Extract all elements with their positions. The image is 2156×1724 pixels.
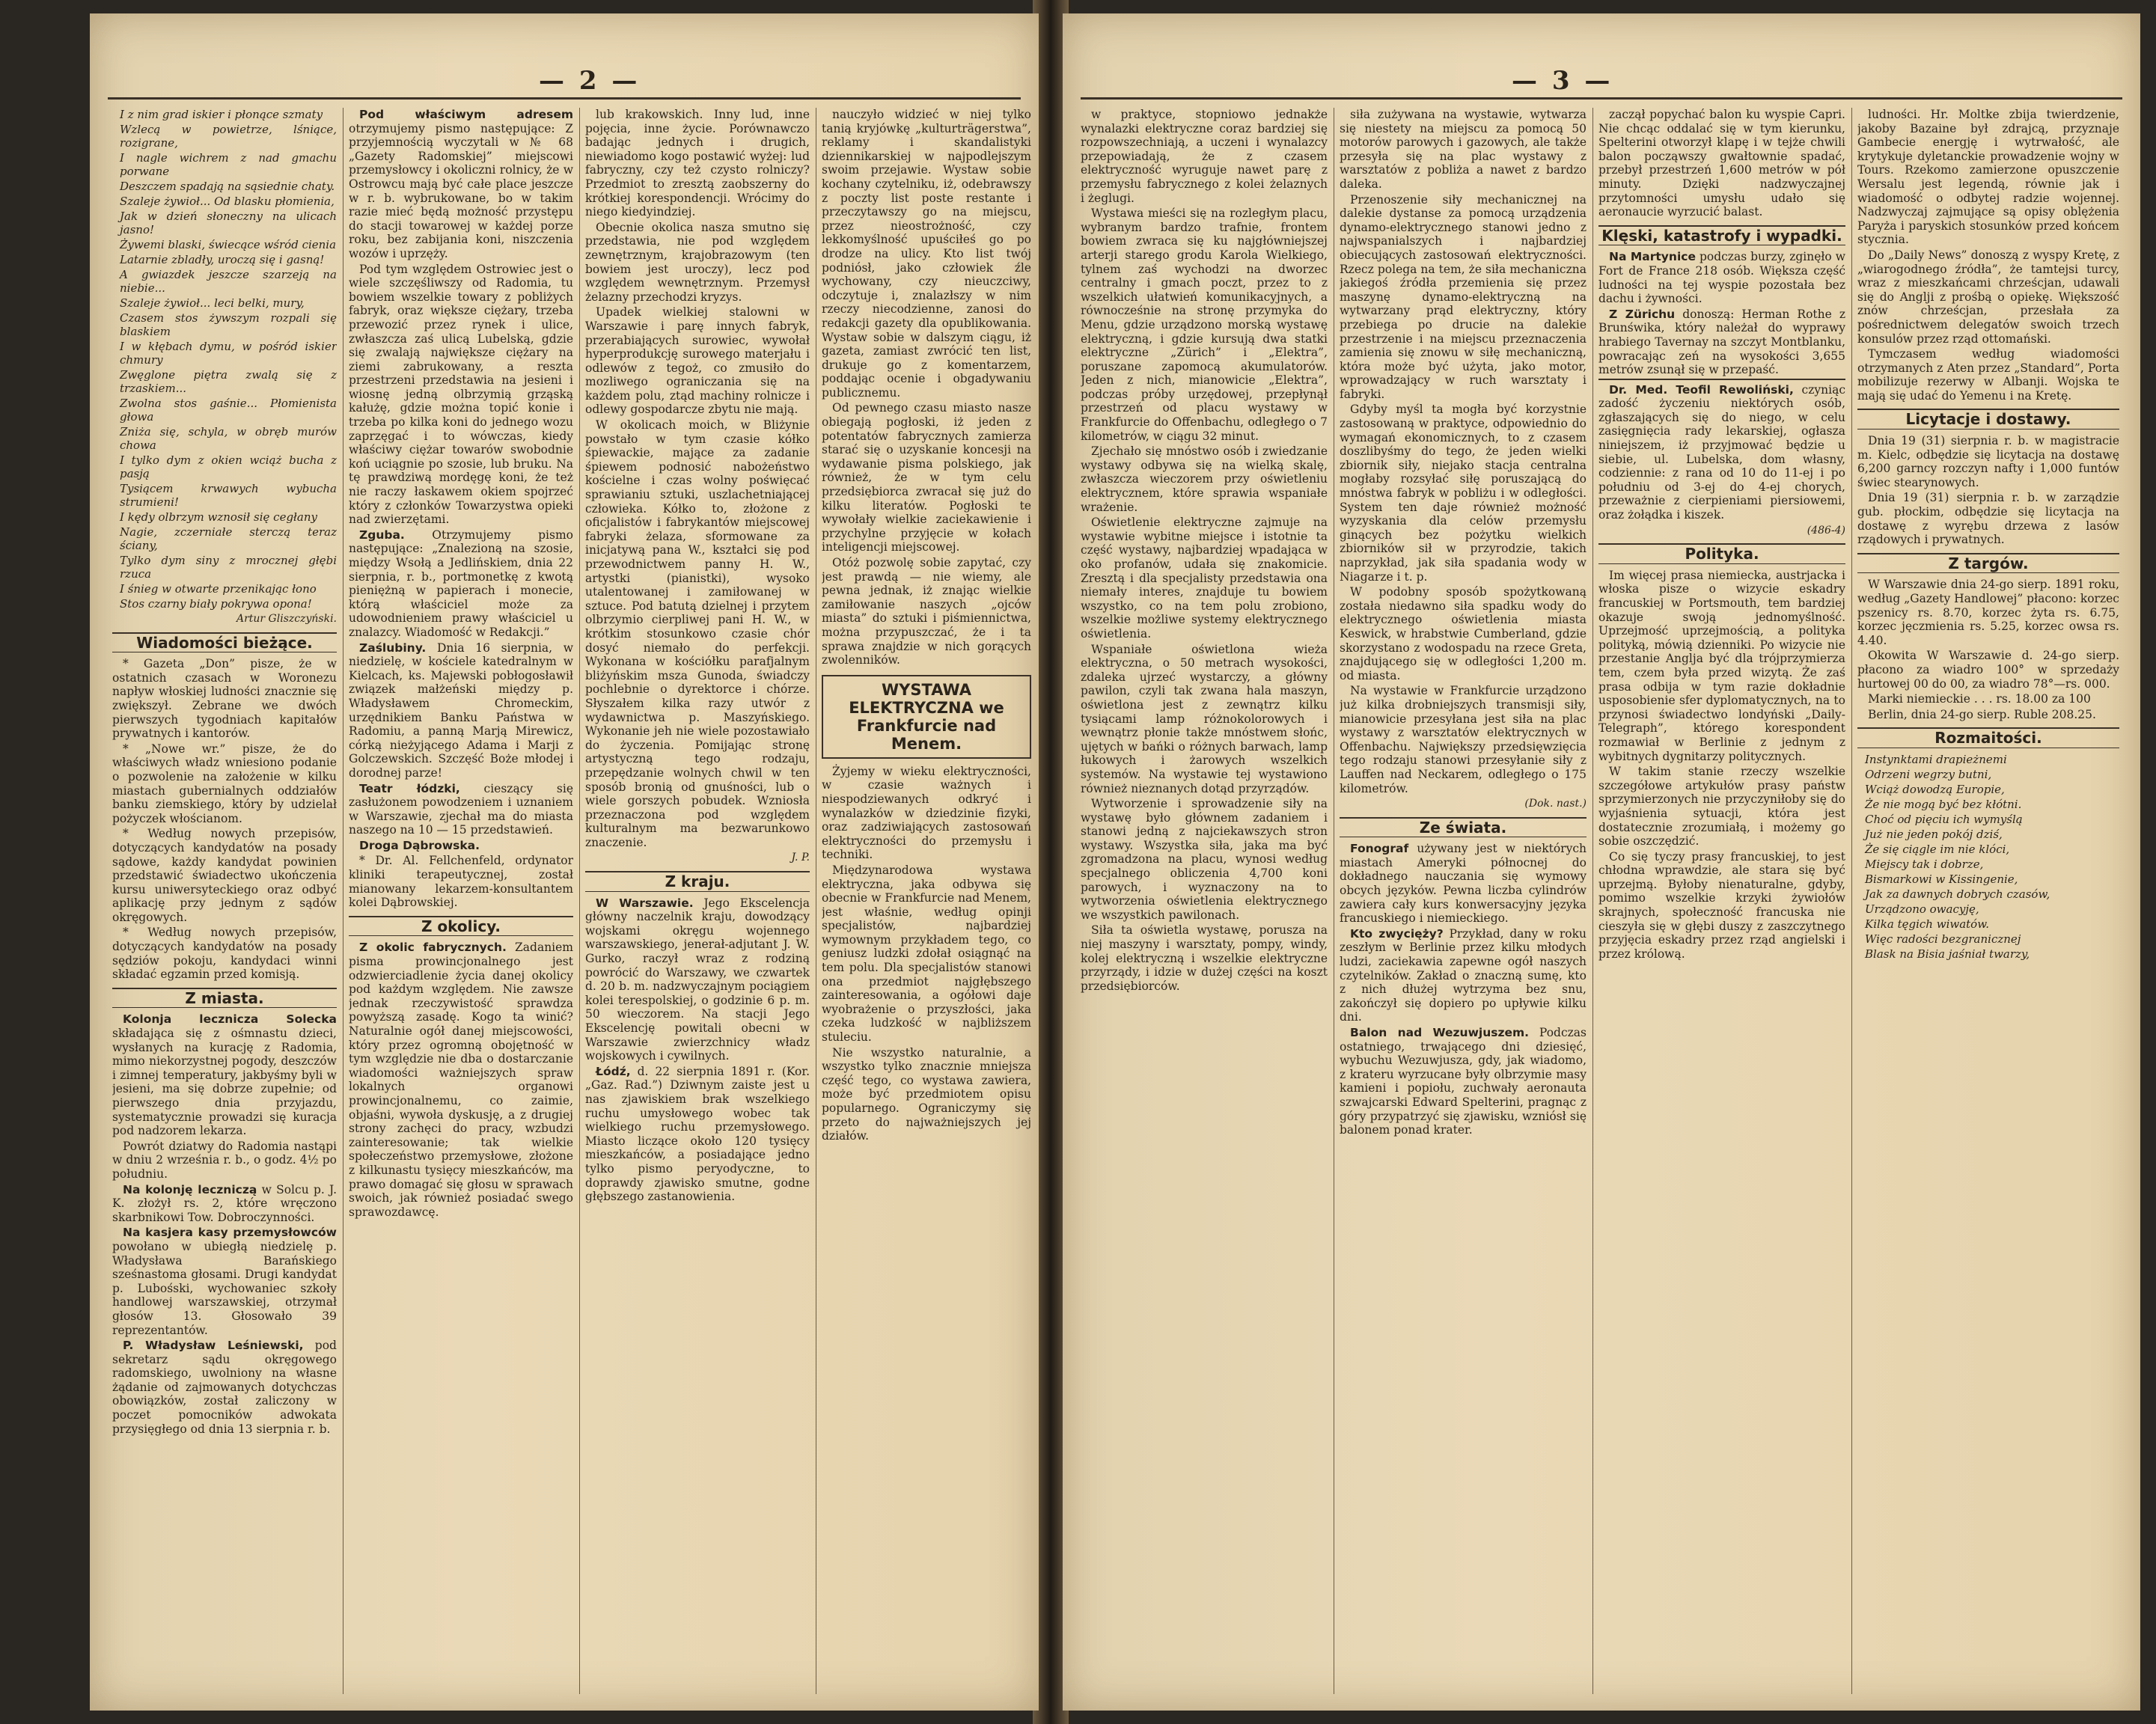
poem-line: Odrzeni wegrzy butni, — [1865, 767, 1992, 781]
item-heading: Na kasjera kasy przemysłowców — [123, 1226, 337, 1240]
item-heading: Z Zürichu — [1609, 307, 1676, 321]
poem-line: Że się ciągle im nie klóci, — [1865, 842, 2010, 856]
left-column-2 — [349, 108, 573, 1694]
item-text: d. 22 sierpnia 1891 r. (Kor. „Gaz. Rad.”) Dziwnym zaiste jest u nas zjawiskiem brak wszelkiego ruchu umysłowego wobec tak wielkiego ruchu przemysłowego. Miasto liczące około 120 tysięcy mieszkańców, a posiadające jedno tylko pismo peryodyczne, to doprawdy zjawisko smutne, godne głębszego zastanowienia. — [585, 1064, 810, 1204]
news-item: Obecnie okolica nasza smutno się przedstawia, nie pod względem zewnętrznym, krajobrazowym (ten bowiem jest uroczy), lecz pod względem wewnętrznym. Przemysł żelazny przechodzi kryzys. — [585, 220, 810, 304]
item-text: Dnia 16 sierpnia, w niedzielę, w kościele katedralnym w Kielcach, ks. Majewski pobłogosławił związek małżeński między p. Władysławem Chromeckim, urzędnikiem Banku Państwa w Radomiu, a panną Marją Mirewicz, córką nieżyjącego Adama i Marji z Golczewskich. Szczęść Boże młodej i dorodnej parze! — [349, 641, 573, 780]
poem-line: Latarnie zbladły, uroczą się i gasną! — [120, 253, 325, 266]
poem-line: Blask na Bisia jaśniał twarzy, — [1865, 947, 2030, 961]
section-title: Z okolicy. — [349, 916, 573, 937]
poem-line: Jak za dawnych dobrych czasów, — [1865, 887, 2050, 901]
section-title: Licytacje i dostawy. — [1857, 409, 2119, 430]
item-heading: Na kolonję leczniczą — [123, 1182, 257, 1196]
item-heading: Na Martynice — [1609, 250, 1696, 264]
poem-line: I tylko dym z okien wciąż bucha z pasją — [120, 453, 337, 480]
poem-line: A gwiazdek jeszcze szarzeją na niebie... — [120, 268, 337, 295]
poem-line: Instynktami drapieżnemi — [1865, 752, 2007, 766]
item-heading: Balon nad Wezuwjuszem. — [1350, 1026, 1530, 1039]
poem-line: Żywemi blaski, świecące wśród cienia — [120, 238, 337, 251]
page-number: — 3 — — [1512, 66, 1613, 96]
right-column-1 — [1081, 108, 1328, 1694]
poem-line: Jak w dzień słoneczny na ulicach jasno! — [120, 210, 337, 236]
item-heading: W Warszawie. — [596, 896, 694, 910]
section-title: Klęski, katastrofy i wypadki. — [1598, 225, 1845, 246]
news-item: Przenoszenie siły mechanicznej na dalekie dystanse za pomocą urządzenia dynamo-elektrycznego stanowi jedno z najwspanialszych i najbardziej obiecujących zastosowań elektryczności. Rzecz polega na tem, że siła mechaniczna jakiegoś źródła przemienia się przez maszynę dynamo-elektryczną na wytwarzany prąd elektryczny, który przebiega po drucie na dalekie przestrzenie i na miejscu przeznaczenia zamienia się znowu w siłę mechaniczną, która może być użyta, jako motor, wprowadzający w ruch warsztaty i fabryki. — [1340, 192, 1587, 401]
news-item: W takim stanie rzeczy wszelkie szczegółowe artykułów prasy państw sprzymierzonych nie przyczyniłoby się do wyjaśnienia sytuacji, która jest dostatecznie zrozumiałą, i możemy go sobie oszczędzić. — [1598, 765, 1845, 849]
poem-line: Wzlecą w powietrze, lśniące, rozigrane, — [120, 123, 337, 150]
poem-signature: Artur Gliszczyński. — [236, 613, 337, 625]
item-text: Przykład, dany w roku zeszłym w Berlinie przez kilku młodych ludzi, zaciekawia zapewne ogół naszych czytelników. Zakład o znaczną sumę, kto z nich dłużej wytrzyma bez snu, zakończył się dopiero po upływie kilku dni. — [1340, 926, 1587, 1024]
column-divider — [579, 108, 580, 1694]
article-signature: J. P. — [791, 852, 810, 864]
news-item: * Według nowych przepisów, dotyczących kandydatów na posady sędziów pokoju, kandydaci winni składać egzamin przed komisją. — [112, 926, 337, 982]
continuation-note: (Dok. nast.) — [1524, 798, 1587, 810]
news-item: Co się tyczy prasy francuskiej, to jest chłodna wprawdzie, ale stara się być uprzejmą. Byłoby nienaturalne, gdyby, pomimo wszelkie krzyki żywiołów skrajnych, społeczność francuska nie cieszyła się w głębi duszy z zaszczytnego przyjęcia eskadry przez rząd angielski i przez królową. — [1598, 849, 1845, 961]
column-divider — [1851, 108, 1852, 1694]
news-item: Berlin, dnia 24-go sierp. Ruble 208.25. — [1868, 707, 2096, 721]
news-item: Zjechało się mnóstwo osób i zwiedzanie wystawy odbywa się na wielką skalę, zwłaszcza wieczorem przy oświetleniu elektrycznem, które sprawia wspaniałe wrażenie. — [1081, 444, 1328, 514]
news-item: zaczął popychać balon ku wyspie Capri. Nie chcąc oddalać się w tym kierunku, Spelterini otworzył klapę i w tejże chwili balon począwszy gwałtownie spadać, przebył przestrzeń 1,600 metrów w pół minuty. Dzięki nadzwyczajnej przytomności umysłu udało się aeronaucie wyrzucić balast. — [1598, 108, 1845, 219]
poem-line: Stos czarny biały pokrywa opona! — [120, 597, 312, 611]
news-item: * Dr. Al. Fellchenfeld, ordynator kliniki terapeutycznej, został mianowany lekarzem-konsultantem kolei Dąbrowskiej. — [349, 854, 573, 910]
poem-line: Czasem stos żywszym rozpali się blaskiem — [120, 311, 337, 338]
news-item: Oświetlenie elektryczne zajmuje na wystawie wybitne miejsce i istotnie ta część wystawy, najbardziej wpadająca w oko profanów, udała się znakomicie. Zresztą i dla specjalisty przedstawia ona niemały interes, znajduje tu bowiem wszystko, co na tem polu zrobiono, wszelkie możliwe systemy elektrycznego oświetlenia. — [1081, 516, 1328, 641]
poem-line: Tysiącem krwawych wybucha strumieni! — [120, 482, 337, 509]
item-text: Jego Ekscelencja główny naczelnik kraju, dowodzący wojskami okręgu wojennego warszawskiego, jenerał-adjutant J. W. Gurko, raczył wraz z rodziną powrócić do Warszawy, we czwartek d. 20 b. m. nadzwyczajnym pociągiem kolei terespolskiej, o godzinie 6 p. m. 50 wieczorem. Na stacji Jego Ekscelencję powitali obecni w Warszawie zwierzchnicy władz wojskowych i cywilnych. — [585, 896, 810, 1063]
poem-line: Szaleje żywioł... leci belki, mury, — [120, 296, 305, 310]
item-heading: Kto zwycięży? — [1350, 926, 1444, 941]
item-heading: Zguba. — [359, 528, 405, 542]
item-text: używany jest w niektórych miastach Ameryki północnej do dokładnego nauczania się wymowy obcych języków. Pewna liczba cylindrów zawiera cały kurs konwersacyjny języka francuskiego i niemieckiego. — [1340, 842, 1587, 926]
item-heading: Z okolic fabrycznych. — [359, 941, 507, 955]
poem-line: Wciąż dowodzą Europie, — [1865, 782, 2005, 796]
item-text: Zadaniem pisma prowincjonalnego jest odzwierciadlenie życia danej okolicy pod każdym względem. Nie zawsze jednak rzeczywistość sprawdza powyższą zasadę. Kogo ta winić? Naturalnie ogół danej miejscowości, który przez ogromną obojętność w tym względzie nie dba o dostarczanie wiadomości ważniejszych spraw lokalnych organowi prowincjonalnemu, co zaimie, objaśni, wywoła dyskusję, a z drugiej strony zachęci do pracy, wzbudzi zainteresowanie; tak wielkie społeczeństwo przemysłowe, złożone z kilkunastu tysięcy mieszkańców, ma prawo domagać się głosu w sprawach swoich, jak również posiadać swego sprawozdawcę. — [349, 941, 573, 1219]
item-text: składająca się z ośmnastu dzieci, wysłanych na kurację z Radomia, mimo niekorzystnej pogody, deszczów i zimnej temperatury, jakbyśmy byli w jesieni, ma się dobrze zupełnie; od pierwszego dnia przyjazdu, systematycznie prowadzi się kuracja pod nadzorem lekarza. — [112, 1027, 337, 1138]
left-column-3 — [585, 108, 810, 1694]
news-item: ludności. Hr. Moltke zbija twierdzenie, jakoby Bazaine był zdrajcą, przyznaje Gambecie energję i wytrwałość, ale krytykuje dyletanckie prowadzenie wojny w Tours. Rzekomo zamierzone opuszczenie Wersalu jest legendą, równie jak i wiadomość o odbytej radzie wojennej. Nadzwyczaj zajmujące są opisy oblężenia Paryża i paryskich stosunków przed końcem stycznia. — [1857, 108, 2119, 247]
item-text: Otrzymujemy pismo następujące: „Znalezioną na szosie, między Wsołą a Jedlińskiem, dnia 22 sierpnia, r. b., portmonetkę z kwotą pieniężną w papierach i monecie, którą właściciel może za udowodnieniem prawy właściciel u znalazcy. Wiadomość w Redakcji.” — [349, 528, 573, 639]
item-text: powołano w ubiegłą niedzielę p. Władysława Barańskiego sześnastoma głosami. Drugi kandydat p. Lubośski, wychowaniec szkoły handlowej warszawskiej, otrzymał głosów 13. Głosowało 39 reprezentantów. — [112, 1239, 337, 1337]
poem — [112, 108, 337, 611]
item-text: w Solcu p. J. K. złożył rs. 2, które wręczono skarbnikowi Tow. Dobroczynności. — [112, 1182, 337, 1224]
poem-line: Nagie, zczerniałe sterczą teraz ściany, — [120, 525, 337, 552]
news-item: Wspaniałe oświetlona wieża elektryczna, o 50 metrach wysokości, zdaleka ujrzeć wystarczy, a główny pawilon, czyli tak zwana hala maszyn, oświetlona jest z zewnątrz kilku tysiącami lamp różnokolorowych i wewnątrz płonie także mnóstwem słońc, ujętych w bańki o różnych barwach, lamp łukowych i żarowych wszelkich systemów. Na wystawie tej wystawiono również nieznanych dotąd przyrządów. — [1081, 642, 1328, 795]
left-column-1 — [112, 108, 337, 1694]
item-heading: Teatr łódzki, — [359, 781, 460, 795]
news-item: Otóż pozwolę sobie zapytać, czy jest prawdą — nie wiemy, ale pewna jednak, iż znając wielkie zamiłowanie naszych „ojców miasta” do sztuki i piśmiennictwa, można przypuszczać, że i ta sprawa znajdzie w nich gorących zwolenników. — [822, 556, 1031, 667]
advert-text: czyniąc zadość życzeniu niektórych osób, zgłaszających się do niego, w celu zasięgnięcia rady lekarskiej, ogłasza niniejszem, iż przyjmować będzie u siebie, ul. Lubelska, dom własny, codziennie: z rana od 10 do 11-ej i po południu od 3-ej do 4-ej chorych, przeważnie z cierpieniami piersiowemi, oraz żołądka i kiszek. — [1598, 382, 1845, 522]
right-column-3 — [1598, 108, 1845, 1694]
poem-line: Deszczem spadają na sąsiednie chaty. — [120, 180, 335, 193]
section-title: Wiadomości bieżące. — [112, 632, 337, 653]
news-item: lub krakowskich. Inny lud, inne pojęcia, inne życie. Porównawczo badając jednych i drugich, niewiadomo kogo postawić wyżej: lud fabryczny, czy też czysto rolniczy? Przedmiot to zresztą zaobszerny do krótkiej korespondencji. Wrócimy do niego kiedyindziej. — [585, 108, 810, 219]
news-item: W Warszawie dnia 24-go sierp. 1891 roku, według „Gazety Handlowej” płacono: korzec pszenicy rs. 8.70, korzec żyta rs. 6.75, korzec jęczmienia rs. 5.25, korzec owsa rs. 4.40. — [1857, 578, 2119, 647]
news-item: * Gazeta „Don” pisze, że w ostatnich czasach w Woronezu napływ włoskiej ludności znacznie się zwiększył. Zebrane we dwóch pierwszych tygodniach kapitałów prywatnych i kantorów. — [112, 657, 337, 741]
left-page — [90, 13, 1039, 1711]
right-column-2 — [1340, 108, 1587, 1694]
poem-line: I w kłębach dymu, w pośród iskier chmury — [120, 340, 337, 367]
poem-line: Kilka tęgich wiwatów. — [1865, 917, 1990, 931]
poem-line: Więc radości bezgranicznej — [1865, 932, 2021, 946]
poem-line: Choć od pięciu ich wymyślą — [1865, 812, 2023, 826]
news-item: Siła ta oświetla wystawę, porusza na niej maszyny i warsztaty, pompy, windy, kolej elektryczną i wszelkie elektryczne przyrządy, i idzie w dużej części na koszt przedsiębiorców. — [1081, 923, 1328, 993]
poem-line: Już nie jeden pokój dziś, — [1865, 827, 2003, 841]
poem-line: Zwęglone piętra zwalą się z trzaskiem... — [120, 368, 337, 395]
news-item: Tymczasem według wiadomości otrzymanych z Aten przez „Standard”, Porta mobilizuje rezerwy w Albanji. Wojska te mają się udać do Yemenu i na Kretę. — [1857, 347, 2119, 403]
header-rule — [108, 97, 1021, 100]
item-heading: Kolonja lecznicza Solecka — [123, 1012, 337, 1027]
page-number: — 2 — — [539, 66, 641, 96]
poem-line: Zwolna stos gaśnie... Płomienista głowa — [120, 397, 337, 424]
news-item: w praktyce, stopniowo jednakże wynalazki elektryczne coraz bardziej się rozpowszechniają, a uczeni i wynalazcy przepowiadają, że z czasem elektryczność wyruguje nawet parę z przemysłu fabrycznego z kolei żelaznych i żeglugi. — [1081, 108, 1328, 205]
news-item: Od pewnego czasu miasto nasze obiegają pogłoski, iż jeden z potentatów fabrycznych zamierza starać się o uzyskanie koncesji na wydawanie pisma polskiego, jak również, że w tym celu przedsiębiorca zwracał się już do kilku literatów. Pogłoski te wywołały wielkie zaciekawienie i przychylne przyjęcie w kołach inteligencji miejscowej. — [822, 401, 1031, 554]
notice-number: (486-4) — [1807, 524, 1845, 537]
news-item: Wystawa mieści się na rozległym placu, wybranym bardzo trafnie, frontem bowiem zwraca się ku najgłówniejszej arterji starego grodu Karola Wielkiego, tylnem zaś wychodzi na dworzec centralny i gmach poczt, przez to z wszelkich ułatwień komunikacyjnych, a równocześnie na stronę przymyka do Menu, gdzie urządzono morską wystawę elektryczną, i gdzie kursują dwa statki elektryczne „Zürich” i „Elektra”, poruszane zapomocą akumulatorów. Jeden z nich, mianowicie „Elektra”, podczas próby urzędowej, przepłynął przestrzeń od placu wystawy w Frankfurcie do Offenbachu, odległego o 7 kilometrów, w ciągu 32 minut. — [1081, 207, 1328, 443]
poem-line: I z nim grad iskier i płonące szmaty — [120, 108, 323, 121]
news-item: nauczyło widzieć w niej tylko tanią kryjówkę „kulturträgerstwa”, reklamy i skandalistyki dziennikarskiej w najpodlejszym swoim przejawie. Wystaw sobie kochany czytelniku, iż, odebrawszy z poczty list poste restante i przeczytawszy go na miejscu, przez nieostrożność, czy lekkomyślność upuściłeś go po drodze na ulicy. Kto list twój podniósł, jako człowiek źle wychowany, czy nieuczciwy, odczytuje i, znalazłszy w nim rzeczy niecodzienne, zanosi do redakcji gazety dla opublikowania. Wystaw sobie w dalszym ciągu, iż gazeta, zamiast zwrócić ten list, drukuje go z komentarzem, poddając ocenie i obgadywaniu publicznemu. — [822, 108, 1031, 400]
poem-line: Zniża się, schyla, w obręb murów chowa — [120, 425, 337, 452]
item-heading: Zaślubiny. — [359, 641, 427, 655]
poem-line: Tylko dym siny z mrocznej głębi rzuca — [120, 554, 337, 581]
item-heading: P. Władysław Leśniewski, — [123, 1339, 304, 1353]
news-item: Okowita W Warszawie d. 24-go sierp. płacono za wiadro 100° w sprzedaży hurtowej 00 do 00, za wiadro 78°—rs. 000. — [1857, 649, 2119, 691]
poem-line: Bismarkowi w Kissingenie, — [1865, 872, 2018, 886]
item-text: Podczas ostatniego, trwającego dni dziesięć, wybuchu Wezuwjusza, gdy, jak wiadomo, z krateru wyrzucane były olbrzymie masy kamieni i popiołu, zuchwały aeronauta szwajcarski Edward Spelterini, pragnąc z góry przypatrzyć się zjawisku, wzniósł się balonem ponad krater. — [1340, 1026, 1587, 1137]
poem-line: I kędy olbrzym wznosił się cegłany — [120, 510, 317, 524]
news-item: Dnia 19 (31) sierpnia r. b. w magistracie m. Kielc, odbędzie się licytacja na dostawę 6,200 garncy rozczyn nafty i 1,000 funtów świec stearynowych. — [1857, 434, 2119, 489]
news-item: W okolicach moich, w Bliżynie powstało w tym czasie kółko śpiewackie, mające za zadanie śpiewem podnosić nabożeństwo kościelne i czas wolny poświęcać sprawianiu sztuki, uszlachetniającej człowieka. Kółko to, złożone z oficjalistów i fabrykantów miejscowej fabryki żelaza, sformowane za inicjatywą pana W., kształci się pod przewodnictwem panny H. W., artystki (pianistki), wysoko utalentowanej i zamiłowanej w sztuce. Pod batutą dzielnej i przytem olbrzymio cierpliwej pani H. W., w krótkim stosunkowo czasie chór dosyć niemało do perfekcji. Wykonana w kościółku parafjalnym bliżyńskim msza Gunoda, świadczy pochlebnie o dyrektorce i chórze. Słyszałem kilka razy utwór z wydawnictwa p. Maszyńskiego. Wykonanie jeh nie wiele pozostawiało do życzenia. Pomijając stronę artystyczną tego rodzaju, przepędzanie wolnych chwil w ten sposób bronią od gnuśności, lub o wiele gorszych pobudek. Wzniosła przeznaczona pod względem kulturalnym ma bezwarunkowo znaczenie. — [585, 418, 810, 849]
news-item: Nie wszystko naturalnie, a wszystko tylko znacznie mniejsza część tego, co wystawa zawiera, może być przedmiotem opisu popularnego. Ograniczymy się przeto do najważniejszych jej działów. — [822, 1045, 1031, 1143]
article-title-box: WYSTAWA ELEKTRYCZNA we Frankfurcie nad Menem. — [822, 675, 1031, 759]
section-title: Ze świata. — [1340, 817, 1587, 838]
poem — [1857, 753, 2119, 961]
news-item: Międzynarodowa wystawa elektryczna, jaka odbywa się obecnie w Frankfurcie nad Menem, jest właśnie, według opinji specjalistów, najbardziej wymownym przykładem tego, co geniusz ludzki zdołał osiągnąć na tem polu. Dla specjalistów stanowi ona przedmiot najgłębszego zainteresowania, a ogółowi daje wyobrażenie o przyszłości, jaka czeka ludzkość w najbliższem stuleciu. — [822, 863, 1031, 1045]
item-text: cieszący się zasłużonem powodzeniem i uznaniem w Warszawie, zjechał ma do miasta naszego na 10 — 15 przedstawień. — [349, 781, 573, 837]
poem-line: Miejscy tak i dobrze, — [1865, 857, 1984, 871]
news-item: * Według nowych przepisów, dotyczących kandydatów na posady sądowe, każdy kandydat powinien przedstawić świadectwo ukończenia kursu uniwersyteckiego oraz odbyć aplikację przy jednym z sądów okręgowych. — [112, 827, 337, 924]
poem-line: Szaleje żywioł... Od blasku płomienia, — [120, 195, 335, 208]
item-text: otrzymujemy pismo następujące: Z przyjemnością wyczytali w № 68 „Gazety Radomskiej” miejscowi przemysłowcy i okoliczni rolnicy, że w Ostrowcu mają być całe place jeszcze w r. b. wybrukowane, bo w takim razie mieć będą możność przystępu do stacji towarowej w każdej porze roku, bez zabijania koni, niszczenia wozów i uprzęży. — [349, 121, 573, 260]
news-item: W podobny sposób spożytkowaną została niedawno siła spadku wody do elektrycznego oświetlenia miasta Keswick, w hrabstwie Cumberland, gdzie skorzystano z wodospadu na rzece Greta, znajdującego się w odległości 1,200 m. od miasta. — [1340, 585, 1587, 682]
section-title: Z kraju. — [585, 871, 810, 892]
poem-line: I śnieg w otwarte przenikając łono — [120, 582, 317, 596]
right-column-4 — [1857, 108, 2119, 1694]
news-item: Upadek wielkiej stalowni w Warszawie i parę innych fabryk, przerabiających surowiec, wywołał hyperprodukcję surowego materjału i odlewów z tegoż, co zmusiło do mozliwego ograniczania się na każdem polu, ztąd machiny rolnicze i odlewy gospodarcze zbytu nie mają. — [585, 305, 810, 417]
item-text: podczas burzy, zginęło w Fort de France 218 osób. Większa część ludności na tej wyspie pozostała bez dachu i żywności. — [1598, 250, 1845, 306]
left-column-4 — [822, 108, 1031, 1694]
section-title: Z miasta. — [112, 988, 337, 1009]
item-text: donoszą: Herman Rothe z Brunświka, który należał do wyprawy hrabiego Tavernay na szczyt Montblanku, powracając zeń na wysokości 3,655 metrów zsunął się w przepaść. — [1598, 307, 1845, 377]
right-page — [1063, 13, 2140, 1711]
news-item: Do „Daily News” donoszą z wyspy Kretę, z „wiarogodnego źródła”, że tamtejsi turcy, wraz z mieszkańcami chrześcjan, udawali się do Anglji z prośbą o opiekę. Większość znów chrześcjan, przesłała za pośrednictwem delegatów swoich trzech konsulów przez rząd ottomański. — [1857, 248, 2119, 346]
item-heading: Fonograf — [1350, 842, 1409, 856]
news-item: * „Nowe wr.” pisze, że do właściwych władz wniesiono podanie o pozwolenie na założenie w kilku miastach gubernialnych oddziałów banku ziemskiego, który by udzielał pożyczek włościanom. — [112, 742, 337, 825]
news-item: Pod tym względem Ostrowiec jest o wiele szczęśliwszy od Radomia, tu bowiem wszelkie towary z pobliżych fabryk, oraz większe ciężary, trzeba przewozić przez rynek i ulice, zwłaszcza zaś ulicą Lubelską, gdzie się zwalają największe ciężary na ziemi zabrukowany, a reszta przestrzeni przedstawia na jesieni i wiosnę jedną olbrzymią grząską kałużę, gdzie można topić konie i trzeba po kilka koni do jednego wozu zaprzęgać i to wówczas, kiedy właściwy ciężar towarów swobodnie koń uciągnie po szosie, lub bruku. Na tę prawdziwą mordęgę koni, że też nie raczy łaskawem okiem spojrzeć który z członków Towarzystwa opieki nad zwierzętami. — [349, 262, 573, 527]
news-item: Powrót dziatwy do Radomia nastąpi w dniu 2 września r. b., o godz. 4½ po południu. — [112, 1139, 337, 1181]
market-line: Marki niemieckie . . . rs. 18.00 za 100 — [1868, 692, 2091, 706]
news-item: Wytworzenie i sprowadzenie siły na wystawę było głównem zadaniem i stanowi jedną z najciekawszych stron wystawy. Wszystka siła, jaka ma być zgromadzona na placu, wynosi według specjalnego obliczenia 4,700 koni parowych, i wyznaczony na to wytworzenia oświetlenia elektrycznego we wszystkich pawilonach. — [1081, 797, 1328, 922]
poem-line: I nagle wichrem z nad gmachu porwane — [120, 151, 337, 178]
poem-line: Że nie mogą być bez kłótni. — [1865, 797, 2022, 811]
item-heading: Łódź, — [596, 1064, 631, 1078]
news-item: Im więcej prasa niemiecka, austrjacka i włoska pisze o wizycie eskadry francuskiej w Portsmouth, tem bardziej okazuje swoją jednomyślność. Uprzejmość uprzejmością, a polityka polityką, mówią dzienniki. Po wizycie nie przestanie Anglja być dla trójprzymierza tem, czem była przed wizytą. Że zaś prasa odbija w tym razie dokładnie usposobienie sfer dyplomatycznych, na to przynosi świadectwo londyński „Daily-Telegraph”, którego korespondent rozmawiał w Berlinie z jednym z wybitnych dygnitarzy politycznych. — [1598, 568, 1845, 763]
advert-heading: Dr. Med. Teofil Rewoliński, — [1609, 382, 1794, 397]
item-heading: Pod właściwym adresem — [359, 108, 573, 121]
section-title: Rozmaitości. — [1857, 727, 2119, 748]
news-item: Żyjemy w wieku elektryczności, w czasie ważnych i niespodziewanych odkryć i wynalazków w dziedzinie fizyki, oraz zadziwiających zastosowań elektryczności do przemysłu i techniki. — [822, 764, 1031, 862]
header-rule — [1081, 97, 2122, 100]
news-item: Dnia 19 (31) sierpnia r. b. w zarządzie gub. płockim, odbędzie się licytacja na dostawę z wyrębu drzewa z lasów rządowych i prywatnych. — [1857, 491, 2119, 547]
column-divider — [1592, 108, 1593, 1694]
item-heading: Droga Dąbrowska. — [359, 838, 480, 852]
news-item: Gdyby myśl ta mogła być korzystnie zastosowaną w praktyce, odpowiednio do wymagań ekonomicznych, to z czasem doszlibyśmy do tego, że jeden wielki zbiornik siły, niejako stacja centralna mogłaby rozsyłać siłę poruszającą do mnóstwa fabryk w pobliżu i w odległości. System ten daje również możność wyzyskania dla celów przemysłu ginących bez pożytku wielkich zbiorników sił w przyrodzie, takich naprzykład, jak siła spadania wody w Niagarze i t. p. — [1340, 403, 1587, 584]
news-item: siła zużywana na wystawie, wytwarza się niestety na miejscu za pomocą 50 motorów parowych i gazowych, ale także przesyła się na plac wystawy z warsztatów z pobliża a nawet z bardzo daleka. — [1340, 108, 1587, 191]
poem-line: Urządzono owacyję, — [1865, 902, 1979, 916]
news-item: Na wystawie w Frankfurcie urządzono już kilka drobniejszych transmisji siły, mianowicie przesyłana jest siła na plac wystawy z warsztatów elektrycznych w Offenbachu. Największy przedsięwzięcia tego rodzaju stanowi przesyłanie siły z Lauffen nad Neckarem, odległego o 175 kilometrów. — [1340, 684, 1587, 795]
item-text: pod sekretarz sądu okręgowego radomskiego, uwolniony na własne żądanie od zajmowanych dotychczas obowiązków, został zaliczony w poczet pomocników adwokata przysięgłego od dnia 13 sierpnia r. b. — [112, 1339, 337, 1436]
section-title: Z targów. — [1857, 553, 2119, 574]
section-title: Polityka. — [1598, 543, 1845, 564]
